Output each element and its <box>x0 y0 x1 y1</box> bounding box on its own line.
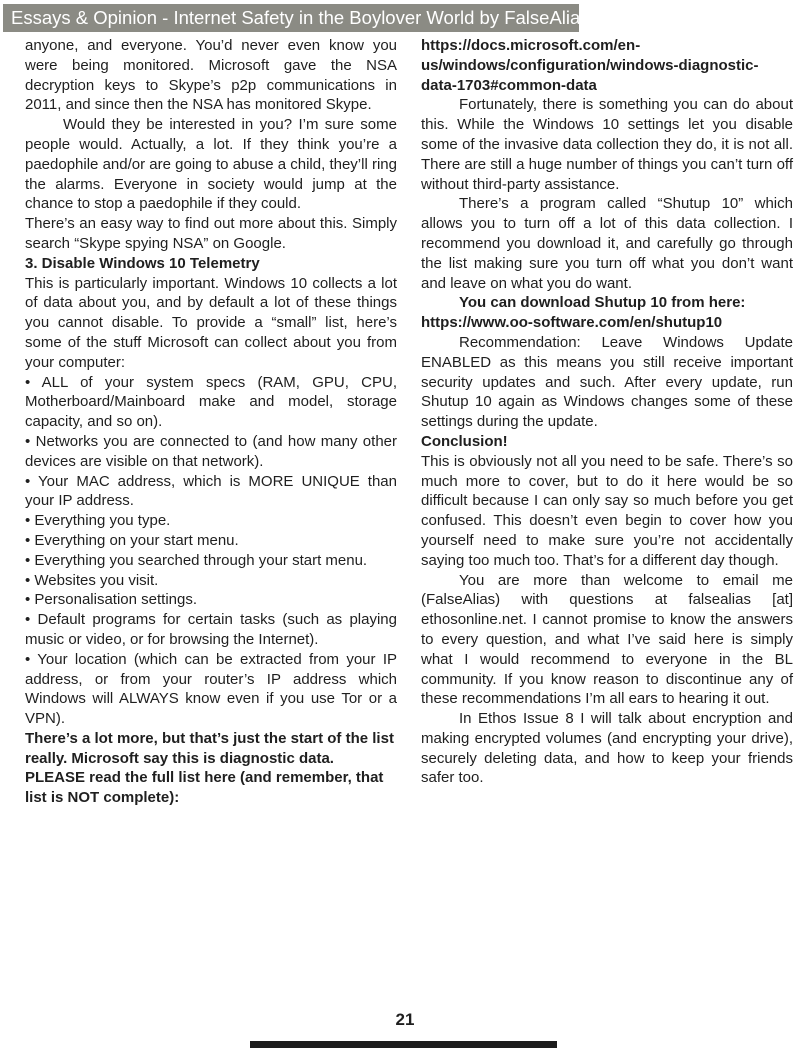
section-heading: Conclusion! <box>421 432 508 450</box>
section-heading: 3. Disable Windows 10 Telemetry <box>25 254 260 272</box>
bullet-item: • ALL of your system specs (RAM, GPU, CPU, Motherboard/Mainboard make and model, storage capacity, and so on). <box>25 373 397 431</box>
paragraph: https://docs.microsoft.com/en-us/windows/configuration/windows-diagnostic-data-1703#common-data <box>421 37 759 94</box>
bullet-item: • Networks you are connected to (and how many other devices are visible on that network). <box>25 432 397 470</box>
bottom-bar <box>250 1041 557 1048</box>
article-content <box>25 36 793 808</box>
bullet-item: • Your MAC address, which is MORE UNIQUE than your IP address. <box>25 472 397 510</box>
paragraph: anyone, and everyone. You’d never even know you were being monitored. Microsoft gave the NSA decryption keys to Skype’s p2p communications in 2011, and since then the NSA has monitored Skype. <box>25 37 397 114</box>
paragraph: Would they be interested in you? I’m sure some people would. Actually, a lot. If they think you’re a paedophile and/or are going to abuse a child, they’ll ring the alarms. Everyone in society would jump at the chance to stop a paedophile if they could. <box>25 116 397 213</box>
page-number: 21 <box>395 1010 415 1029</box>
right-column <box>421 36 793 808</box>
paragraph: In Ethos Issue 8 I will talk about encryption and making encrypted volumes (and encrypting your drive), securely deleting data, and how to keep your friends safer too. <box>421 710 793 787</box>
paragraph: This is particularly important. Windows 10 collects a lot of data about you, and by default a lot of these things you cannot disable. To provide a “small” list, here’s some of the stuff Microsoft can collect about you from your computer: <box>25 274 397 371</box>
paragraph: You are more than welcome to email me (FalseAlias) with questions at falsealias [at] ethosonline.net. I cannot promise to know the answers to every question, and what I’ve said here is simply what I would recommend to everyone in the BL community. If you know reason to discontinue any of these recommendations I’m all ears to hearing it out. <box>421 571 793 708</box>
bullet-item: • Your location (which can be extracted from your IP address, or from your router’s IP address which Windows will ALWAYS know even if you use Tor or a VPN). <box>25 650 397 728</box>
paragraph: Recommendation: Leave Windows Update ENABLED as this means you still receive important security updates and such. After every update, run Shutup 10 again as Windows changes some of these settings during the update. <box>421 333 793 431</box>
paragraph: There’s an easy way to find out more about this. Simply search “Skype spying NSA” on Google. <box>25 215 397 252</box>
bullet-item: • Websites you visit. <box>25 571 159 589</box>
header-bar <box>3 4 590 32</box>
bullet-item: • Personalisation settings. <box>25 591 198 609</box>
left-column <box>25 36 397 808</box>
bullet-item: • Everything you searched through your start menu. <box>25 551 368 569</box>
header-title: Essays & Opinion - Internet Safety in the Boylover World by FalseAlias <box>11 7 590 28</box>
paragraph: Fortunately, there is something you can do about this. While the Windows 10 settings let you disable some of the invasive data collection they do, it is not all. There are still a huge number of things you can’t turn off without third-party assistance. <box>421 96 793 193</box>
paragraph: This is obviously not all you need to be safe. There’s so much more to cover, but to do it here would be so difficult because I can only say so much before you get confused. This doesn’t even begin to cover how you yourself need to make sure you’re not accidentally saying too much too. That’s for a different day though. <box>421 452 793 569</box>
paragraph: There’s a program called “Shutup 10” which allows you to turn off a lot of this data collection. I recommend you download it, and carefully go through the list making sure you turn off what you don’t want and leave on what you do want. <box>421 195 793 292</box>
bullet-item: • Everything you type. <box>25 512 171 530</box>
bullet-item: • Everything on your start menu. <box>25 531 239 549</box>
bullet-item: • Default programs for certain tasks (such as playing music or video, or for browsing the Internet). <box>25 611 397 648</box>
paragraph: You can download Shutup 10 from here: https://www.oo-software.com/en/shutup10 <box>421 294 746 332</box>
page-footer <box>0 1010 810 1030</box>
paragraph: There’s a lot more, but that’s just the start of the list really. Microsoft say this is diagnostic data. PLEASE read the full list here (and remember, that list is NOT complete): <box>25 729 394 807</box>
